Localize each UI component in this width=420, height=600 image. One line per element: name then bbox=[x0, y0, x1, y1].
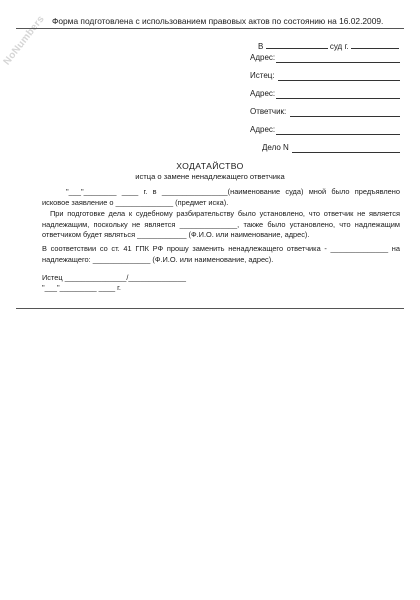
defendant-address-label: Адрес: bbox=[250, 125, 276, 134]
court-city-blank[interactable] bbox=[351, 40, 399, 49]
plaintiff-address-label: Адрес: bbox=[250, 89, 276, 98]
court-name-blank[interactable] bbox=[266, 40, 328, 49]
paragraph-request-text: В соответствии со ст. 41 ГПК РФ прошу заменить ненадлежащего ответчика - ______________ на надлежащего: ______________ (Ф.И.О. или наименование, адрес). bbox=[42, 244, 400, 264]
bottom-divider bbox=[16, 308, 404, 309]
top-divider bbox=[16, 28, 404, 29]
signature-date: "___"_________ ____ г. bbox=[42, 283, 121, 292]
court-prefix-label: В bbox=[258, 42, 264, 51]
document-title: ХОДАТАЙСТВО bbox=[176, 161, 244, 171]
paragraph-request bbox=[42, 244, 400, 265]
signature-line: Истец _______________/______________ bbox=[42, 273, 186, 282]
defendant-label: Ответчик: bbox=[250, 107, 287, 116]
defendant-blank[interactable] bbox=[290, 116, 400, 117]
plaintiff-address-blank[interactable] bbox=[276, 98, 400, 99]
plaintiff-label: Истец: bbox=[250, 71, 275, 80]
paragraph-filing-text: "___"________ ____ г. в ________________(наименование суда) мной было предъявлено исковое заявление о ______________ (предмет иска). bbox=[42, 187, 400, 207]
paragraph-findings bbox=[42, 209, 400, 241]
case-number-label: Дело N bbox=[262, 143, 289, 152]
court-address-blank[interactable] bbox=[276, 62, 400, 63]
paragraph-filing bbox=[42, 187, 400, 208]
legal-notice: Форма подготовлена с использованием правовых актов по состоянию на 16.02.2009. bbox=[52, 16, 384, 26]
case-number-blank[interactable] bbox=[292, 152, 400, 153]
court-field bbox=[258, 40, 399, 51]
document-subtitle: истца о замене ненадлежащего ответчика bbox=[135, 172, 285, 181]
paragraph-findings-text: При подготовке дела к судебному разбирательству было установлено, что ответчик не является надлежащим, поскольку не является ______________, также было установлено, что надлежащим ответчиком будет являться ____________ (Ф.И.О. или наименование, адрес). bbox=[42, 209, 400, 239]
court-address-label: Адрес: bbox=[250, 53, 276, 62]
defendant-address-blank[interactable] bbox=[276, 134, 400, 135]
court-suffix-label: суд г. bbox=[329, 42, 349, 51]
plaintiff-blank[interactable] bbox=[278, 80, 400, 81]
watermark: NoNumbers bbox=[1, 13, 47, 68]
